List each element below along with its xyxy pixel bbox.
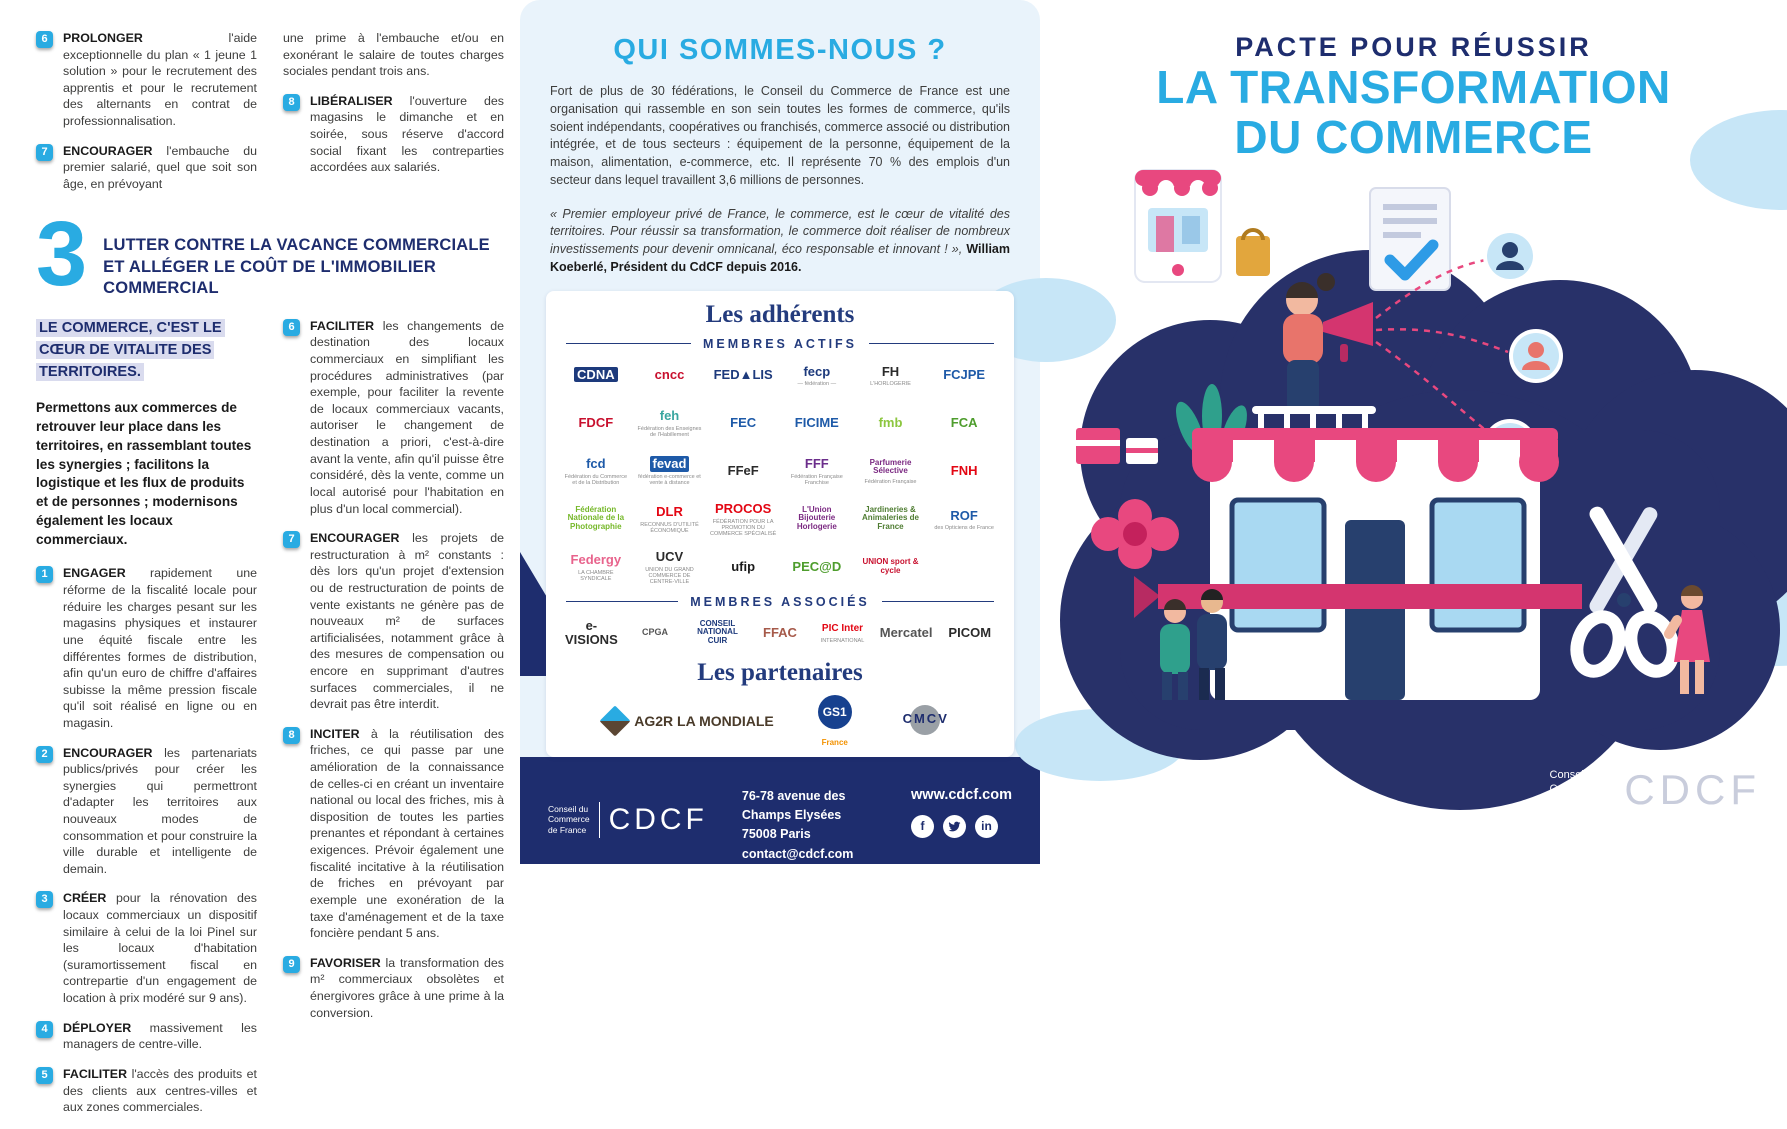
member-logo-caption: RECONNUS D'UTILITÉ ÉCONOMIQUE <box>640 522 699 535</box>
active-members-grid <box>562 357 998 587</box>
partner-ag2r <box>604 710 773 732</box>
item-text: FACILITER l'accès des produits et des clients aux centres-villes et aux zones commerciales. <box>63 1066 257 1115</box>
ag2r-diamond-icon <box>600 705 631 736</box>
cover-title <box>1080 32 1747 162</box>
who-are-we-title: QUI SOMMES-NOUS ? <box>613 34 947 66</box>
quote-paragraph <box>550 206 1010 277</box>
member-logo-label: ROF <box>950 507 978 523</box>
panel-left <box>0 0 520 1115</box>
member-logo-label: UCV <box>655 549 684 565</box>
cdcf-wordmark: CDCF <box>1624 766 1761 813</box>
member-logo <box>783 501 851 539</box>
section-3-body <box>36 318 504 1129</box>
item-number-badge: 8 <box>283 94 300 111</box>
member-logo-label: fcd <box>586 456 606 472</box>
member-logo-label: FCA <box>950 414 978 430</box>
avatar <box>1509 329 1563 383</box>
section-3-column-1 <box>36 318 257 1129</box>
member-logo-label: FFF <box>804 456 829 472</box>
member-logo-caption: L'HORLOGERIE <box>870 381 911 388</box>
document-check-icon <box>1370 188 1450 290</box>
member-logo <box>627 615 684 653</box>
numbered-item <box>36 890 257 1006</box>
member-logo-label: cncc <box>654 366 685 382</box>
member-logo <box>562 615 621 653</box>
member-logo <box>857 549 925 587</box>
member-logo-caption: des Opticiens de France <box>934 525 994 532</box>
section-3-items-1-5 <box>36 565 257 1115</box>
numbered-item <box>283 530 504 713</box>
associate-members-divider <box>566 595 994 609</box>
member-logo <box>930 405 998 443</box>
shopping-bag-icon <box>1236 230 1270 276</box>
member-logo <box>562 357 630 395</box>
member-logo-caption: UNION DU GRAND COMMERCE DE CENTRE-VILLE <box>645 566 694 586</box>
member-logo-label: FH <box>881 363 900 379</box>
member-logo <box>562 549 630 587</box>
member-logo-label: CONSEIL NATIONAL CUIR <box>697 618 738 645</box>
contact-email[interactable]: contact@cdcf.com <box>741 846 854 861</box>
member-logo-label: L'Union Bijouterie Horlogerie <box>796 504 837 531</box>
logo-divider-bar <box>599 802 600 838</box>
about-paragraph: Fort de plus de 30 fédérations, le Conseil du Commerce de France est une organisation qui rassemble en son sein toutes les formes de commerce, qu'ils soient indépendants, coopératives ou franchisés, commerce associé ou distribution intégrée, et de tous secteurs : équipement de la personne, équipement de la maison, alimentation, e-commerce, etc. Il représente 70 % des emplois d'un secteur dans lequel travaillent 3,6 millions de personnes. <box>550 84 1010 187</box>
numbered-item <box>283 726 504 942</box>
member-logo <box>709 453 777 491</box>
item-text: ENCOURAGER l'embauche du premier salarié, quel que soit son âge, en prévoyant <box>63 143 257 191</box>
member-logo <box>930 453 998 491</box>
partners-title: Les partenaires <box>697 658 863 686</box>
member-logo <box>636 357 704 395</box>
partner-label: CMCV <box>902 710 949 726</box>
website-link[interactable]: www.cdcf.com <box>911 786 1012 803</box>
adherents-title: Les adhérents <box>705 300 855 328</box>
logo-line: Commerce <box>548 814 590 825</box>
numbered-item <box>36 1020 257 1053</box>
cdcf-footer-logo <box>548 793 708 847</box>
cover-title-line2: LA TRANSFORMATION <box>1156 61 1671 113</box>
cdcf-logo-small-text <box>1550 769 1604 810</box>
item-number-badge: 4 <box>36 1021 53 1038</box>
top-column-2-items <box>283 93 504 176</box>
item-number-badge: 3 <box>36 891 53 908</box>
section-3-column-2 <box>283 318 504 1129</box>
member-logo <box>857 501 925 539</box>
quote-text: « Premier employeur privé de France, le commerce, est le cœur de vitalité des territoires. Pour réussir sa transformation, le commerce doit réaliser de nombreux investissements pour devenir omnicanal, éco responsable et innovant ! », <box>550 206 1010 256</box>
numbered-item <box>283 955 504 1021</box>
associate-members-label: MEMBRES ASSOCIÉS <box>690 594 870 609</box>
item-number-badge: 1 <box>36 566 53 583</box>
striped-awning <box>1192 428 1559 482</box>
member-logo <box>857 453 925 491</box>
section-number: 3 <box>36 203 88 306</box>
member-logo <box>562 405 630 443</box>
cover-title-line1: PACTE POUR RÉUSSIR <box>1235 32 1592 62</box>
member-logo-label: CPGA <box>641 626 668 637</box>
member-logo <box>857 357 925 395</box>
item-text: CRÉER pour la rénovation des locaux commerciaux un dispositif similaire à celui de la loi Pinel sur les locaux d'habitation (suramortissement fiscal en contrepartie d'un engagement de location à prix modéré sur 9 ans). <box>63 891 257 1006</box>
member-logo <box>562 501 630 539</box>
member-logo-label: UNION sport & cycle <box>862 557 919 575</box>
member-logo-caption: Fédération des Enseignes de l'Habillement <box>637 426 702 439</box>
member-logo-label: FCJPE <box>943 366 986 382</box>
active-members-label: MEMBRES ACTIFS <box>702 336 858 351</box>
member-logo-label: Jardineries & Animaleries de France <box>862 504 919 531</box>
member-logo-label: Parfumerie Sélective <box>869 457 912 476</box>
member-logo-label: FFeF <box>727 462 759 478</box>
member-logo <box>941 615 998 653</box>
member-logo-label: FNH <box>950 462 978 478</box>
top-two-columns <box>36 30 504 205</box>
top-column-1 <box>36 30 257 205</box>
member-logo-caption: FÉDÉRATION POUR LA PROMOTION DU COMMERCE SPÉCIALISÉ <box>709 518 777 538</box>
associate-members-row <box>562 615 998 653</box>
partner-sublabel: France <box>821 737 848 747</box>
facebook-icon[interactable]: f <box>911 815 934 838</box>
member-logo <box>783 549 851 587</box>
member-logo-label: ufip <box>731 558 756 574</box>
member-logo <box>636 549 704 587</box>
item-number-badge: 2 <box>36 746 53 763</box>
item-text: ENCOURAGER les partenariats publics/privés pour créer les synergies qui permettront d'adapter les territoires aux nouveaux modes de consommation et pour construire la ville durable et intelligente de demain. <box>63 745 257 876</box>
member-logo <box>709 549 777 587</box>
member-logo-caption: Fédération Française <box>864 478 917 485</box>
numbered-item <box>283 318 504 517</box>
item-text: PROLONGER l'aide exceptionnelle du plan « 1 jeune 1 solution » pour le recrutement des apprentis et pour le recrutement des alternants en contrat de professionnalisation. <box>63 31 257 129</box>
highlight-statement: LE COMMERCE, C'EST LE CŒUR DE VITALITE DES TERRITOIRES. <box>36 319 225 381</box>
member-logo-label: FEC <box>730 414 757 430</box>
numbered-item <box>36 143 257 193</box>
divider-line <box>882 601 994 602</box>
item-text: FAVORISER la transformation des m² commerciaux obsolètes et énergivores grâce à une prime à la conversion. <box>310 955 504 1020</box>
address-line: 75008 Paris <box>741 827 811 842</box>
member-logo <box>752 615 809 653</box>
member-logo <box>877 615 936 653</box>
mobile-store-icon <box>1135 170 1221 282</box>
member-logo-label: FFAC <box>763 624 797 640</box>
member-logo-label: fmb <box>878 414 903 430</box>
item-number-badge: 5 <box>36 1067 53 1084</box>
section-title-line1: LUTTER CONTRE LA VACANCE COMMERCIALE <box>103 236 490 255</box>
top-column-2 <box>283 30 504 205</box>
cdcf-cover-logo <box>1550 766 1761 814</box>
cover-title-line3: DU COMMERCE <box>1234 110 1593 163</box>
numbered-item <box>36 30 257 130</box>
members-card <box>546 291 1014 757</box>
partner-label: AG2R LA MONDIALE <box>634 712 774 729</box>
panel-right <box>1040 0 1787 840</box>
cdcf-logo-small-text <box>548 804 590 836</box>
item-number-badge: 6 <box>36 31 53 48</box>
cdcf-wordmark: CDCF <box>608 802 708 836</box>
logo-line: Commerce <box>1549 783 1604 796</box>
shop-front <box>1192 428 1559 700</box>
numbered-item <box>36 745 257 878</box>
item-text: ENGAGER rapidement une réforme de la fiscalité locale pour réduire les charges pesant sur les magasins physiques et instaurer une équité fiscale entre les différentes formes de distribution, afin qu'un euro de chiffre d'affaires subisse la même pression fiscale qu'il soit réalisé en ligne ou en magasin. <box>63 566 257 730</box>
numbered-item <box>36 565 257 731</box>
address-line: 76-78 avenue des Champs Elysées <box>741 788 846 822</box>
member-logo <box>636 501 704 539</box>
footer <box>520 757 1040 865</box>
member-logo-label: fecp <box>803 363 831 379</box>
item-text: DÉPLOYER massivement les managers de centre-ville. <box>63 1020 257 1052</box>
panel-middle <box>520 0 1040 861</box>
member-logo-label: PICOM <box>948 624 992 640</box>
member-logo-caption: — fédération — <box>797 381 837 388</box>
member-logo-label: feh <box>659 408 680 424</box>
partner-gs1 <box>818 695 852 747</box>
section-3-header <box>36 203 504 306</box>
member-logo <box>814 615 871 653</box>
section-title-line2: ET ALLÉGER LE COÛT DE L'IMMOBILIER COMMERCIAL <box>103 257 436 298</box>
member-logo-caption: Fédération du Commerce et de la Distribution <box>564 474 628 487</box>
avatar <box>1483 229 1537 283</box>
member-logo-label: DLR <box>656 504 683 520</box>
member-logo <box>857 405 925 443</box>
logo-line: Conseil du <box>1549 769 1602 782</box>
member-logo-label: Federgy <box>570 552 622 568</box>
member-logo <box>636 405 704 443</box>
item-text: LIBÉRALISER l'ouverture des magasins le dimanche et en soirée, sous réserve d'accord social fixant les contreparties accordées aux salariés. <box>310 93 504 175</box>
member-logo <box>562 453 630 491</box>
member-logo-caption: INTERNATIONAL <box>820 637 865 644</box>
social-icons <box>911 815 1012 838</box>
item-7-continuation: une prime à l'embauche et/ou en exonérant le salaire de toutes charges sociales pendant trois ans. <box>283 31 504 79</box>
footer-right <box>911 787 1012 865</box>
divider-line <box>869 343 994 344</box>
member-logo <box>636 453 704 491</box>
item-number-badge: 8 <box>283 727 300 744</box>
member-logo <box>709 405 777 443</box>
member-logo-label: PIC Inter <box>821 623 864 635</box>
member-logo-caption: Fédération Française Franchise <box>790 474 843 487</box>
member-logo-label: Mercatel <box>879 624 933 640</box>
item-number-badge: 7 <box>283 531 300 548</box>
item-number-badge: 7 <box>36 144 53 161</box>
item-number-badge: 9 <box>283 956 300 973</box>
quote-author: William Koeberlé, Président du CdCF depuis 2016. <box>550 242 1010 274</box>
member-logo-caption: fédération e-commerce et vente à distance <box>638 474 701 487</box>
member-logo <box>709 501 777 539</box>
item-text: INCITER à la réutilisation des friches, ce qui passe par une amélioration de la connaissance de celles-ci en créant un inventaire national ou local des friches, mis à disposition de toutes les parties prenantes et répondant à certaines exigences. Prévoir également une fiscalité incitative à la réutilisation de friches en prévoyant par exemple une exonération de la taxe d'aménagement et de la taxe foncière pendant 5 ans. <box>310 726 504 941</box>
section-title <box>103 235 504 299</box>
linkedin-icon[interactable]: in <box>975 815 998 838</box>
member-logo <box>783 357 851 395</box>
member-logo-label: PEC@D <box>792 558 842 574</box>
numbered-item <box>283 93 504 176</box>
member-logo-label: e-VISIONS <box>565 617 618 647</box>
partner-cmcv <box>896 701 956 741</box>
logo-divider-bar <box>1613 767 1614 813</box>
logo-line: Conseil du <box>548 803 589 814</box>
logo-line: de France <box>1549 796 1600 809</box>
member-logo <box>930 357 998 395</box>
divider-line <box>566 343 691 344</box>
twitter-icon[interactable] <box>943 815 966 838</box>
member-logo <box>930 501 998 539</box>
member-logo <box>709 357 777 395</box>
member-logo <box>783 405 851 443</box>
item-number-badge: 6 <box>283 319 300 336</box>
member-logo-label: FED▲LIS <box>713 366 773 382</box>
member-logo-label: PROCOS <box>714 501 772 517</box>
active-members-divider <box>566 337 994 351</box>
member-logo-label: FDCF <box>578 414 614 430</box>
partners-row <box>562 695 998 747</box>
item-text: FACILITER les changements de destination des locaux commerciaux en simplifiant les procédures administratives (par exemple, pour faciliter la revente de locaux commerciaux vacants, autoriser le changement de destination a priori, c'est-à-dire avant la vente, afin qu'il puisse être considéré, dès la vente, comme un local autorisé pour l'habitation en plus d'un local commercial). <box>310 318 504 516</box>
gs1-circle-icon: GS1 <box>818 695 852 729</box>
member-logo <box>689 615 746 653</box>
member-logo-label: FICIME <box>794 414 839 430</box>
footer-address <box>742 787 877 865</box>
numbered-item <box>36 1066 257 1116</box>
member-logo-label: CDNA <box>574 367 618 383</box>
intro-paragraph: Permettons aux commerces de retrouver leur place dans les territoires, en rassemblant toutes les synergies ; facilitons la logistique et les flux de produits et de personnes ; modernisons également les locaux commerciaux. <box>36 400 252 547</box>
item-text: ENCOURAGER les projets de restructuration à m² constants : dès lors qu'un projet d'extension ou de restructuration de points de vente existants ne génère pas de nouveaux m² de surfaces artificialisées, notamment grâce à des mesures de compensation ou encore en supprimant d'autres surfaces commerciales, il ne devrait pas être interdit. <box>310 531 504 712</box>
member-logo <box>783 453 851 491</box>
divider-line <box>566 601 678 602</box>
member-logo-label: fevad <box>650 456 690 472</box>
member-logo-label: Fédération Nationale de la Photographie <box>567 504 625 531</box>
logo-line: de France <box>548 824 587 835</box>
member-logo-caption: LA CHAMBRE SYNDICALE <box>578 570 614 583</box>
